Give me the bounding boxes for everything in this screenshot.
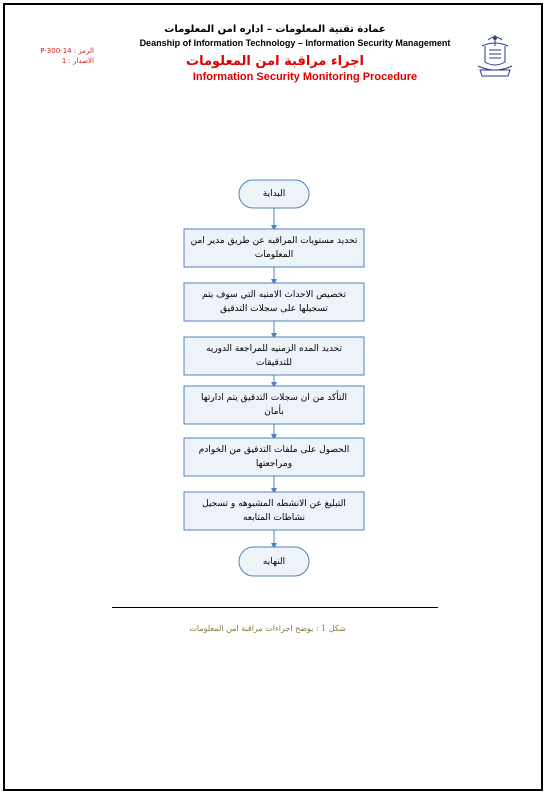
title-english: Information Security Monitoring Procedure (192, 71, 418, 83)
header-english: Deanship of Information Technology – Information Security Management (139, 38, 451, 48)
process-step-4-label: التأكد من ان سجلات التدقيق يتم ادارتها بأمان (200, 393, 348, 417)
process-step-1-label: تحديد مستويات المراقبه عن طريق مدير امن المعلومات (190, 236, 358, 260)
process-step-5-label: الحصول على ملفات التدقيق من الخوادم ومراجعتها (198, 445, 350, 469)
process-step-3-label: تحديد المده الزمنيه للمراجعة الدوريه للتدقيقات (206, 344, 342, 368)
separator-line (112, 607, 438, 608)
header-arabic: عمادة تقنية المعلومات – اداره امن المعلومات (164, 24, 386, 35)
document-code: الرمز : 14-P-300 (40, 47, 94, 55)
process-step-6-label: التبليغ عن الانشطه المشبوهه و تسجيل نشاطات المتابعه (202, 499, 346, 523)
title-arabic: اجراء مراقبة امن المعلومات (186, 54, 364, 69)
process-step-2-label: تخصيص الاحداث الامنيه التي سوف يتم تسجيلها على سجلات التدقيق (202, 290, 346, 314)
document-version: الاصدار : 1 (61, 57, 94, 65)
figure-caption: شكل 1 : يوضح اجراءات مراقبة امن المعلومات (189, 624, 346, 633)
start-terminal-label: البداية (262, 189, 286, 199)
end-terminal-label: النهايه (262, 556, 286, 567)
